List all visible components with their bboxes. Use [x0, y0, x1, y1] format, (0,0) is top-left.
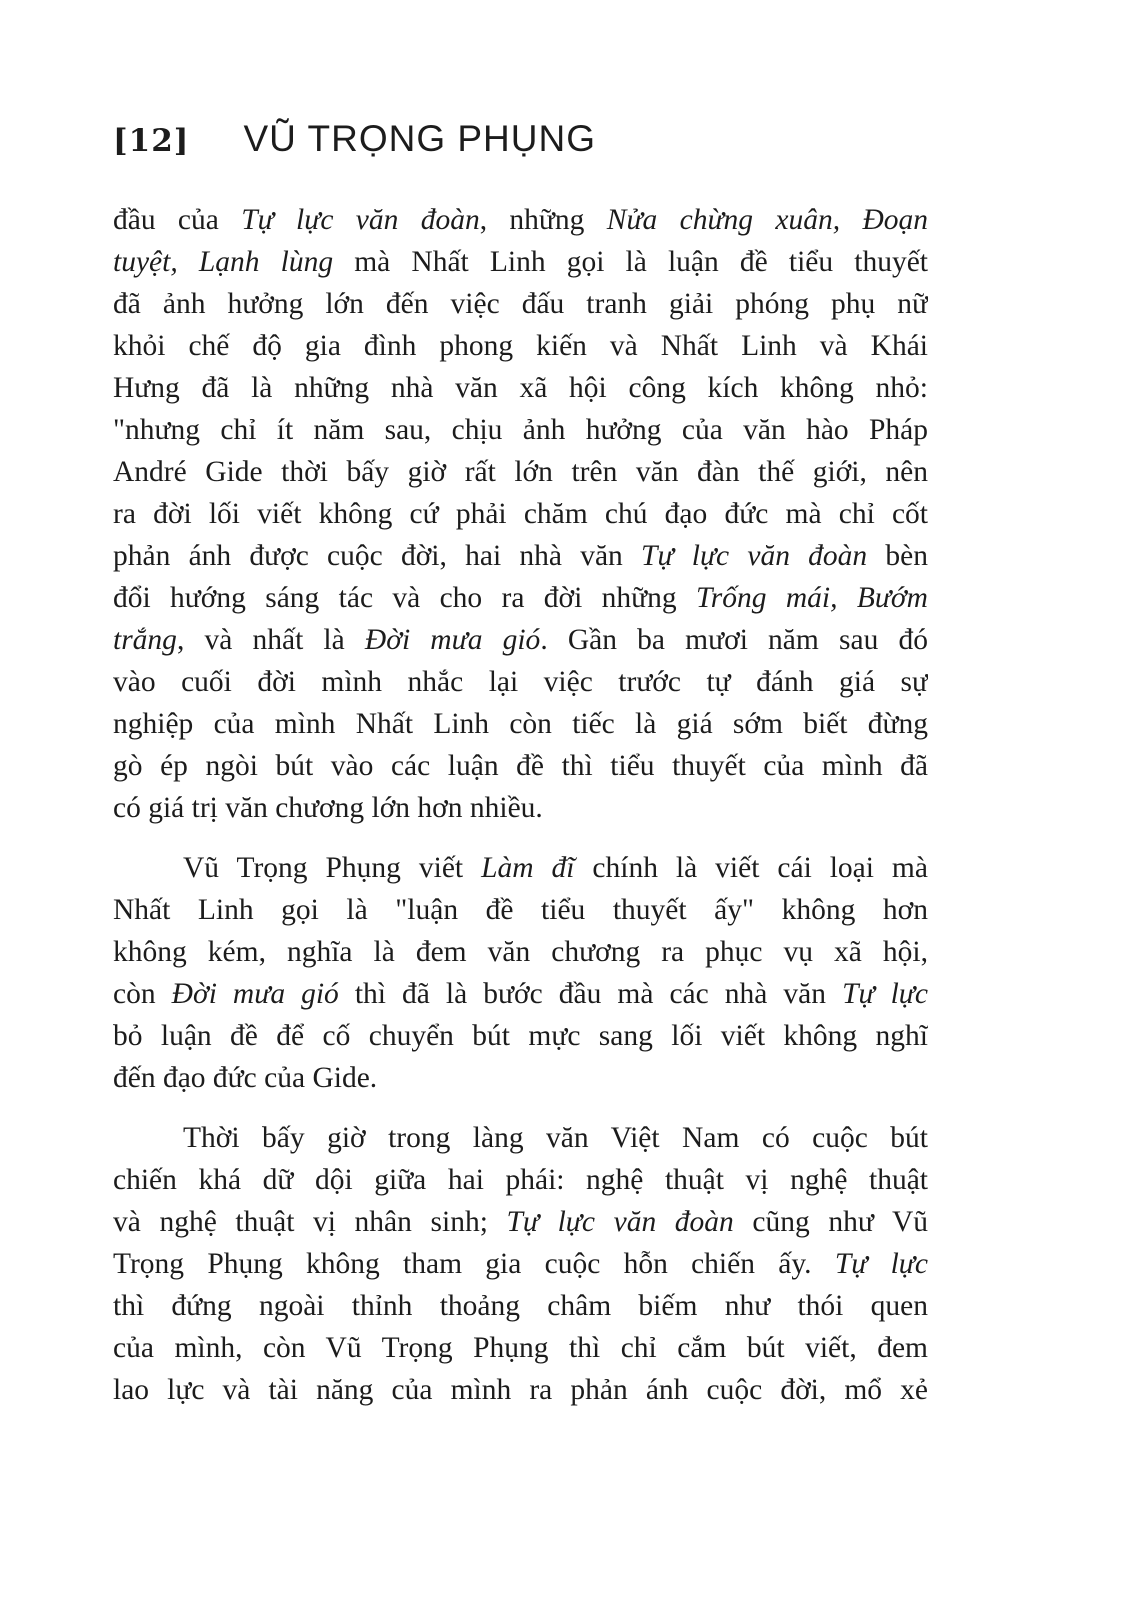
- text-run: Thời bấy giờ trong làng văn Việt Nam có cuộc bút: [183, 1122, 928, 1154]
- paragraph: [113, 199, 928, 829]
- text-line: [113, 787, 928, 829]
- text-run: gò ép ngòi bút vào các luận đề thì tiểu thuyết của mình đã: [113, 750, 928, 782]
- body-text: [113, 199, 928, 1411]
- text-line: [113, 973, 928, 1015]
- italic-text-run: Tự lực văn đoàn: [241, 204, 480, 236]
- text-line: [113, 745, 928, 787]
- text-line: [113, 367, 928, 409]
- italic-text-run: trắng: [113, 624, 177, 656]
- text-run: đã ảnh hưởng lớn đến việc đấu tranh giải phóng phụ nữ: [113, 288, 928, 320]
- text-run: Trọng Phụng không tham gia cuộc hỗn chiến ấy.: [113, 1248, 835, 1280]
- text-run: thì đã là bước đầu mà các nhà văn: [338, 978, 843, 1010]
- text-line: [113, 1369, 928, 1411]
- running-title: VŨ TRỌNG PHỤNG: [243, 118, 596, 159]
- text-run: không kém, nghĩa là đem văn chương ra phục vụ xã hội,: [113, 936, 928, 968]
- text-run: chính là viết cái loại mà: [574, 852, 928, 884]
- text-line: [113, 325, 928, 367]
- running-header: [113, 118, 596, 160]
- italic-text-run: Đời mưa gió: [364, 624, 541, 656]
- text-run: bèn: [867, 540, 928, 572]
- text-line: [113, 889, 928, 931]
- text-line: [113, 535, 928, 577]
- text-line: [113, 241, 928, 283]
- text-run: có giá trị văn chương lớn hơn nhiều.: [113, 792, 543, 824]
- text-run: vào cuối đời mình nhắc lại việc trước tự đánh giá sự: [113, 666, 928, 698]
- text-line: [113, 409, 928, 451]
- italic-text-run: Nửa chừng xuân, Đoạn: [606, 204, 928, 236]
- text-run: , những: [479, 204, 607, 236]
- italic-text-run: Tự lực văn đoàn: [506, 1206, 734, 1238]
- italic-text-run: tuyệt, Lạnh lùng: [113, 246, 334, 278]
- text-run: mà Nhất Linh gọi là luận đề tiểu thuyết: [333, 246, 928, 278]
- text-run: lao lực và tài năng của mình ra phản ánh cuộc đời, mổ xẻ: [113, 1374, 928, 1406]
- italic-text-run: Làm đĩ: [481, 852, 575, 884]
- text-run: bỏ luận đề để cố chuyển bút mực sang lối viết không nghĩ: [113, 1020, 928, 1052]
- text-line: [113, 1057, 928, 1099]
- text-line: [113, 1201, 928, 1243]
- paragraph: [113, 847, 928, 1099]
- text-line: [113, 703, 928, 745]
- text-line: [113, 451, 928, 493]
- text-run: , và nhất là: [176, 624, 365, 656]
- italic-text-run: Đời mưa gió: [171, 978, 339, 1010]
- italic-text-run: Tự lực: [834, 1248, 928, 1280]
- italic-text-run: Tự lực văn đoàn: [641, 540, 868, 572]
- text-line: [113, 493, 928, 535]
- text-line: [113, 199, 928, 241]
- text-run: đến đạo đức của Gide.: [113, 1062, 378, 1094]
- text-run: cũng như Vũ: [733, 1206, 928, 1238]
- text-run: nghiệp của mình Nhất Linh còn tiếc là giá sớm biết đừng: [113, 708, 928, 740]
- text-run: đổi hướng sáng tác và cho ra đời những: [113, 582, 696, 614]
- text-line: [113, 1117, 928, 1159]
- text-line: [113, 847, 928, 889]
- text-line: [113, 619, 928, 661]
- text-run: . Gần ba mươi năm sau đó: [540, 624, 928, 656]
- text-run: thì đứng ngoài thỉnh thoảng châm biếm như thói quen: [113, 1290, 928, 1322]
- text-run: chiến khá dữ dội giữa hai phái: nghệ thuật vị nghệ thuật: [113, 1164, 928, 1196]
- text-line: [113, 661, 928, 703]
- text-run: ra đời lối viết không cứ phải chăm chú đạo đức mà chỉ cốt: [113, 498, 928, 530]
- text-line: [113, 577, 928, 619]
- text-run: Nhất Linh gọi là "luận đề tiểu thuyết ấy" không hơn: [113, 894, 928, 926]
- text-run: phản ánh được cuộc đời, hai nhà văn: [113, 540, 642, 572]
- text-run: và nghệ thuật vị nhân sinh;: [113, 1206, 507, 1238]
- text-line: [113, 1327, 928, 1369]
- text-run: Vũ Trọng Phụng viết: [183, 852, 482, 884]
- text-line: [113, 283, 928, 325]
- italic-text-run: Trống mái, Bướm: [696, 582, 928, 614]
- text-line: [113, 931, 928, 973]
- text-line: [113, 1285, 928, 1327]
- text-run: khỏi chế độ gia đình phong kiến và Nhất Linh và Khái: [113, 330, 928, 362]
- text-line: [113, 1159, 928, 1201]
- text-run: "nhưng chỉ ít năm sau, chịu ảnh hưởng của văn hào Pháp: [113, 414, 928, 446]
- text-run: còn: [113, 978, 172, 1010]
- text-line: [113, 1243, 928, 1285]
- text-run: đầu của: [113, 204, 242, 236]
- paragraph: [113, 1117, 928, 1411]
- italic-text-run: Tự lực: [842, 978, 928, 1010]
- text-run: Hưng đã là những nhà văn xã hội công kích không nhỏ:: [113, 372, 928, 404]
- text-run: của mình, còn Vũ Trọng Phụng thì chỉ cắm bút viết, đem: [113, 1332, 928, 1364]
- page-number: [12]: [113, 123, 190, 159]
- text-line: [113, 1015, 928, 1057]
- text-run: André Gide thời bấy giờ rất lớn trên văn đàn thế giới, nên: [113, 456, 928, 488]
